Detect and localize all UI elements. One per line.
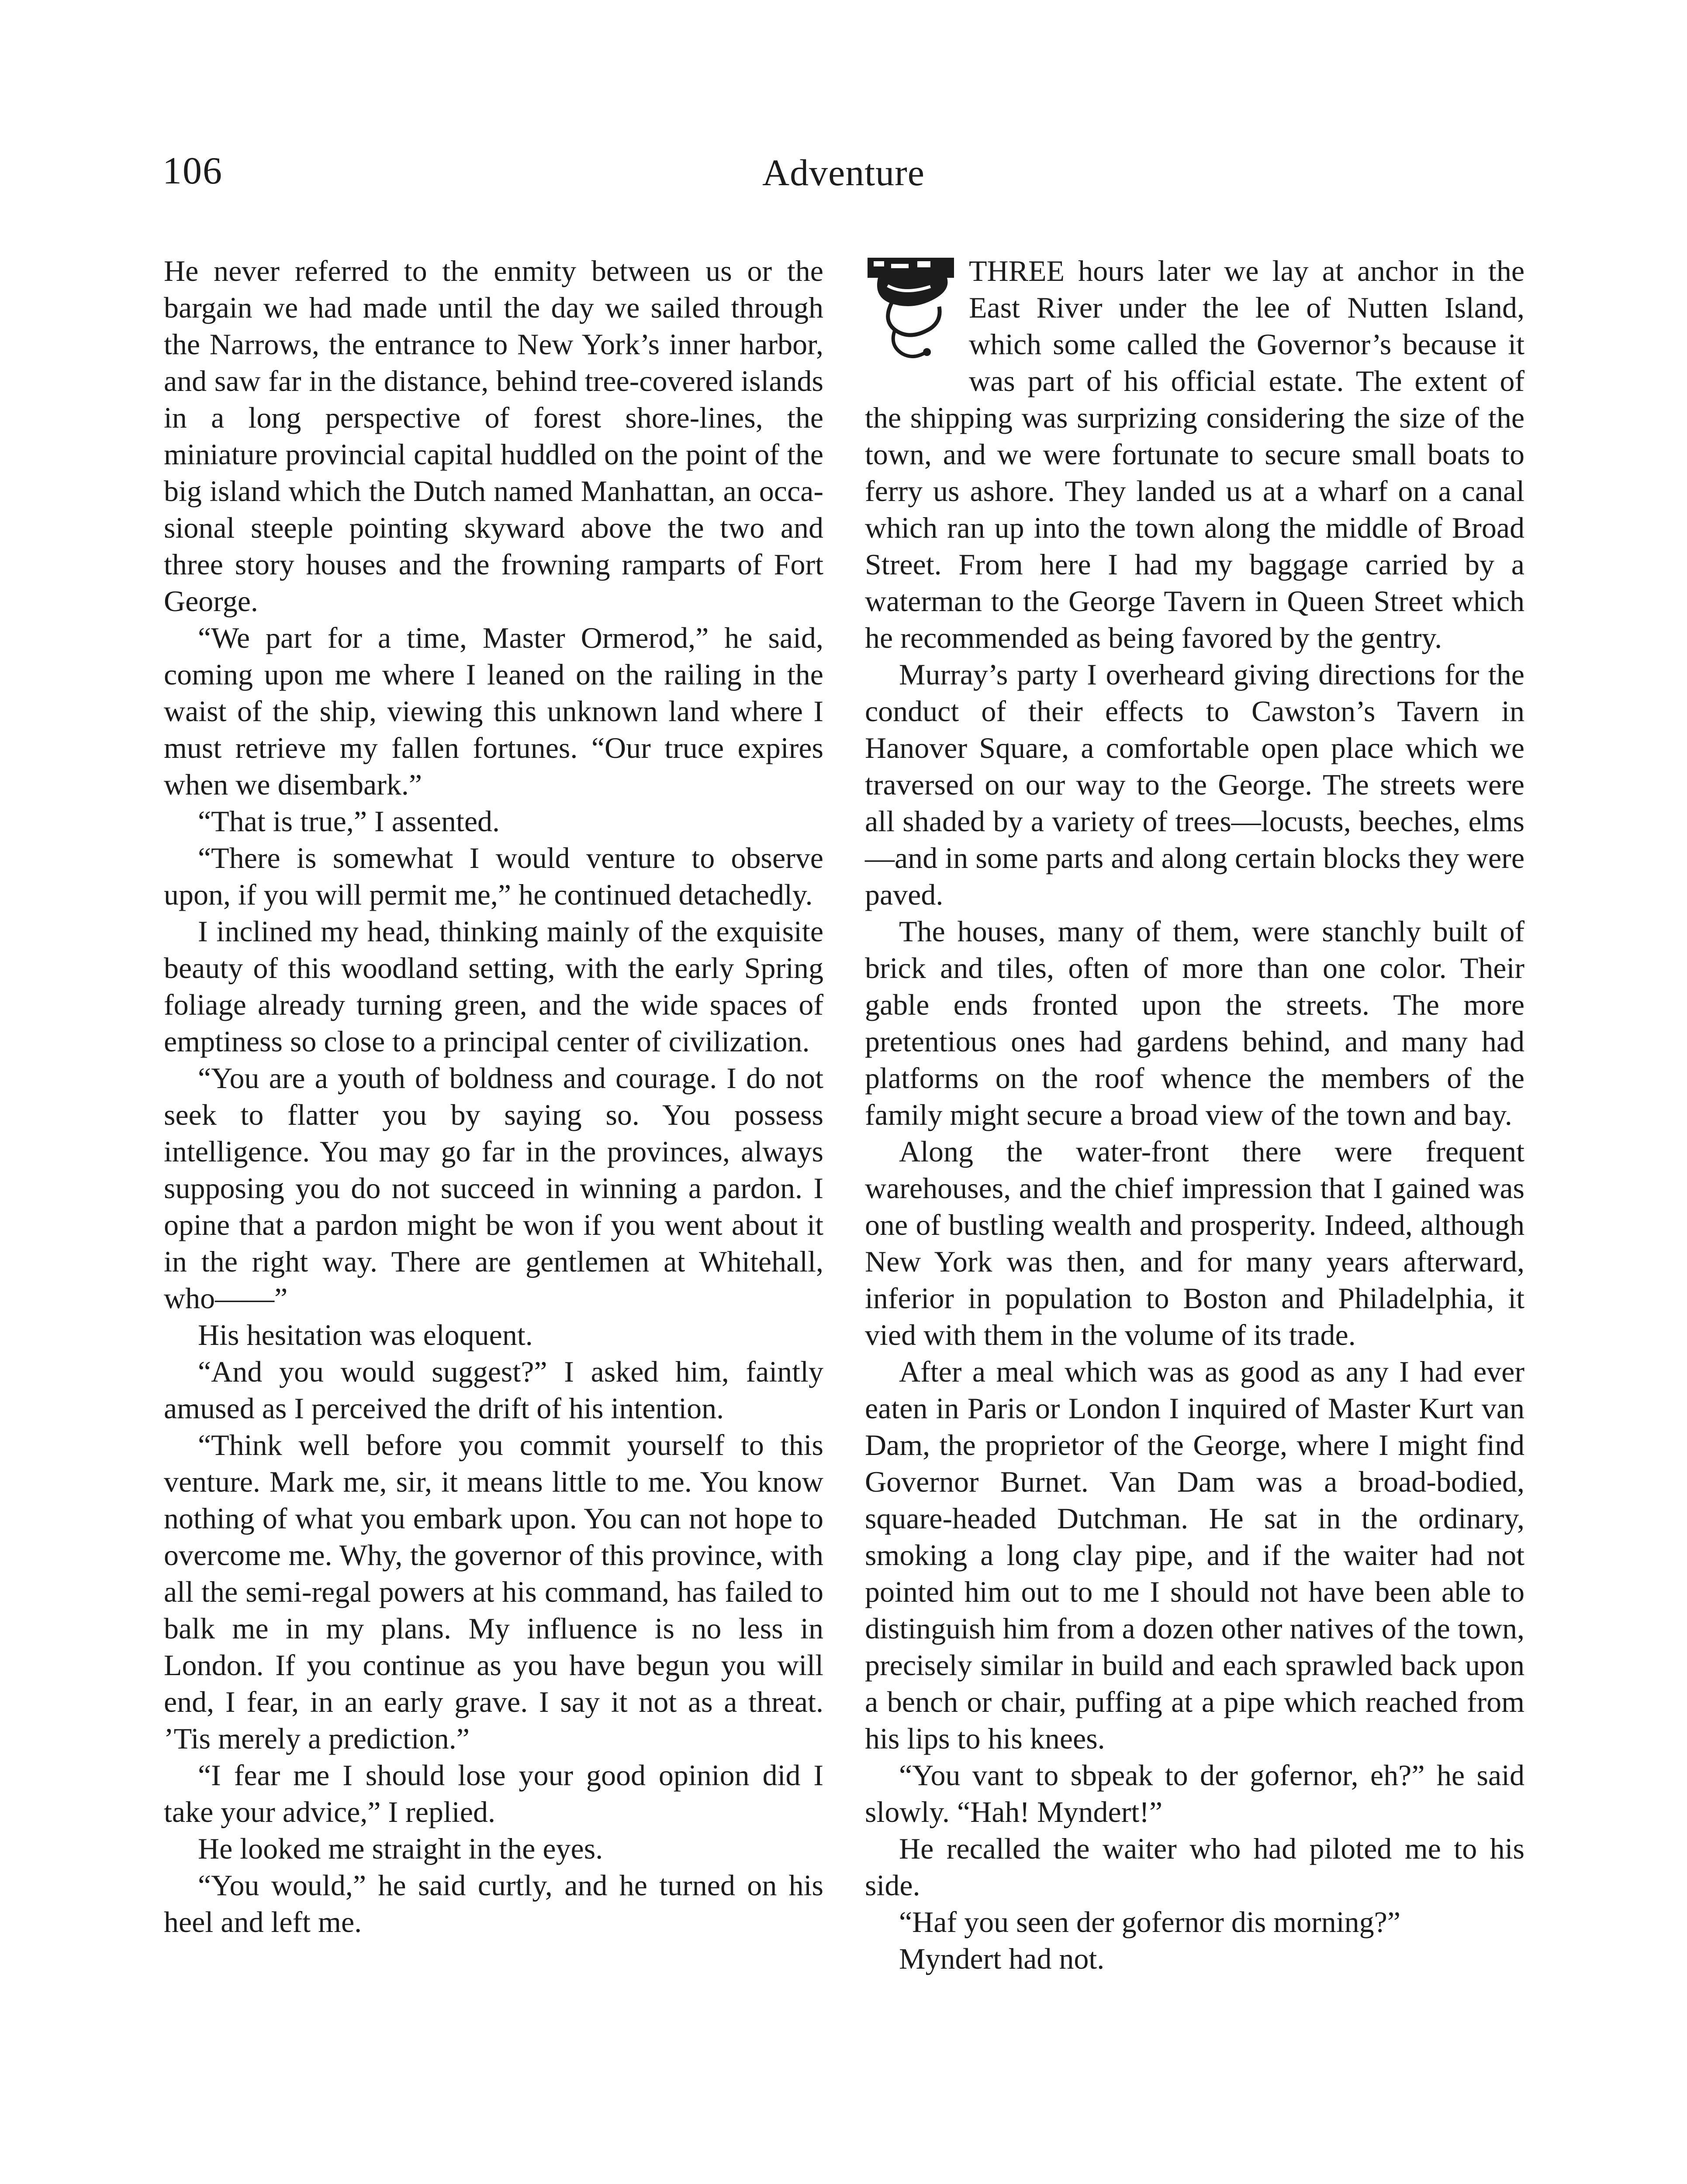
banner-scroll-icon — [865, 255, 957, 364]
paragraph: He looked me straight in the eyes. — [198, 1832, 603, 1865]
paragraph: Myndert had not. — [899, 1942, 1105, 1975]
paragraph: “And you would suggest?” I asked him, faintly amused as I perceived the drift of his intention. — [164, 1355, 823, 1425]
paragraph: He recalled the waiter who had piloted me to his side. — [865, 1832, 1525, 1902]
paragraph: “I fear me I should lose your good opinion did I take your advice,” I replied. — [164, 1759, 823, 1828]
paragraph: THREE hours later we lay at anchor in the East River under the lee of Nutten Island, which some called the Governor’s because it was part of his official estate. The extent of the shipping was surprizing considering the size of the town, and we were fortunate to secure small boats to ferry us ashore. They landed us at a wharf on a canal which ran up into the town along the middle of Broad Street. From here I had my baggage carried by a waterman to the George Tavern in Queen Street which he recommended as being favored by the gentry. — [865, 254, 1525, 654]
paragraph: “That is true,” I assented. — [198, 805, 500, 838]
paragraph: Along the water-front there were frequent warehouses, and the chief impression that I gained was one of bustling wealth and prosperity. Indeed, although New York was then, and for many years afterward, inferior in population to Boston and Philadelphia, it vied with them in the volume of its trade. — [865, 1135, 1525, 1351]
paragraph: “You are a youth of boldness and courage. I do not seek to flatter you by saying so. You possess intelligence. You may go far in the provinces, always supposing you do not succeed in winning a pardon. I opine that a pardon might be won if you went about it in the right way. There are gentlemen at Whitehall, who——” — [164, 1061, 823, 1315]
page-number: 106 — [162, 150, 223, 192]
paragraph: “Think well before you commit yourself to this venture. Mark me, sir, it means little to me. You know nothing of what you embark upon. You can not hope to overcome me. Why, the governor of this province, with all the semi-regal powers at his command, has failed to balk me in my plans. My influence is no less in London. If you continue as you have begun you will end, I fear, in an early grave. I say it not as a threat. ’Tis merely a prediction.” — [164, 1428, 823, 1755]
paragraph: “We part for a time, Master Ormerod,” he said, coming upon me where I leaned on the railing in the waist of the ship, viewing this unknown land where I must retrieve my fallen fortunes. “Our truce expires when we disembark.” — [164, 621, 823, 801]
left-column — [164, 252, 823, 1940]
paragraph: Murray’s party I overheard giving directions for the conduct of their effects to Cawston’s Tavern in Hanover Square, a comfortable open place which we traversed on our way to the George. The streets were all shaded by a variety of trees—locusts, beeches, elms—and in some parts and along certain blocks they were paved. — [865, 658, 1525, 911]
running-head: Adventure — [762, 152, 925, 194]
paragraph: I inclined my head, thinking mainly of the exquisite beauty of this woodland setting, with the early Spring foliage already turning green, and the wide spaces of emptiness so close to a principal center of civilization. — [164, 915, 823, 1058]
paragraph: After a meal which was as good as any I had ever eaten in Paris or London I inquired of Master Kurt van Dam, the proprietor of the George, where I might find Governor Burnet. Van Dam was a broad-bodied, square-headed Dutchman. He sat in the ordinary, smoking a long clay pipe, and if the waiter had not pointed him out to me I should not have been able to distinguish him from a dozen other natives of the town, precisely similar in build and each sprawled back upon a bench or chair, puffing at a pipe which reached from his lips to his knees. — [865, 1355, 1525, 1755]
paragraph: “You vant to sbpeak to der gofernor, eh?” he said slowly. “Hah! Myndert!” — [865, 1759, 1525, 1828]
right-column — [865, 252, 1525, 1977]
paragraph: The houses, many of them, were stanchly built of brick and tiles, often of more than one color. Their gable ends fronted upon the streets. The more pretentious ones had gardens behind, and many had platforms on the roof whence the members of the family might secure a broad view of the town and bay. — [865, 915, 1525, 1131]
paragraph: “You would,” he said curtly, and he turned on his heel and left me. — [164, 1869, 823, 1939]
paragraph: “There is somewhat I would venture to observe upon, if you will permit me,” he continued detachedly. — [164, 841, 823, 911]
paragraph: He never referred to the enmity between us or the bargain we had made until the day we sailed through the Narrows, the entrance to New York’s inner harbor, and saw far in the distance, behind tree-covered islands in a long perspective of forest shore-lines, the miniature provincial capital huddled on the point of the big island which the Dutch named Manhattan, an occasional steeple pointing skyward above the two and three story houses and the frowning ramparts of Fort George. — [164, 254, 823, 618]
paragraph: His hesitation was eloquent. — [198, 1318, 533, 1351]
paragraph: “Haf you seen der gofernor dis morning?” — [899, 1905, 1401, 1939]
